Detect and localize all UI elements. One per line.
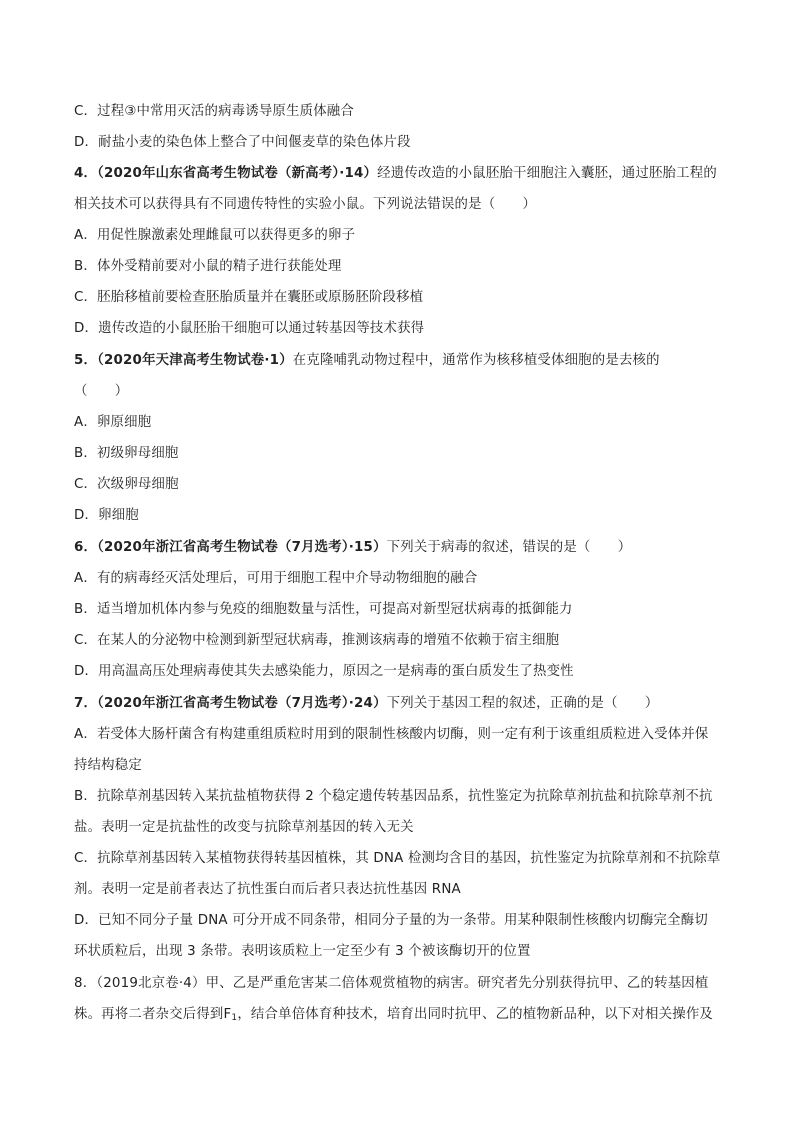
q6-option-a: A．有的病毒经灭活处理后，可用于细胞工程中介导动物细胞的融合: [74, 571, 478, 586]
q5-option-b: B．初级卵母细胞: [74, 446, 179, 461]
q8-stem-line-2-start: 株。再将二者杂交后得到F: [74, 1007, 232, 1022]
q6-stem-line-1: [74, 538, 734, 558]
q8-stem-line-1: [74, 974, 734, 994]
q5-option-c: C．次级卵母细胞: [74, 477, 179, 492]
q8-stem-line-2-end: ，结合单倍体育种技术，培育出同时抗甲、乙的植物新品种，以下对相关操作及: [237, 1007, 714, 1022]
q7-source: （2020年浙江省高考生物试卷（7月选考）·24）: [97, 696, 387, 711]
q5-option-d: D．卵细胞: [74, 508, 139, 523]
q4-stem-line-2: 相关技术可以获得具有不同遗传特性的实验小鼠。下列说法错误的是（ ）: [74, 197, 537, 212]
q7-stem-text: 下列关于基因工程的叙述，正确的是（ ）: [386, 696, 659, 711]
q7-option-b-line-2: 盐。表明一定是抗盐性的改变与抗除草剂基因的转入无关: [74, 820, 414, 835]
q6-stem-text: 下列关于病毒的叙述，错误的是（ ）: [386, 540, 632, 555]
q4-stem-line-1: [74, 164, 734, 184]
q7-option-a-line-2: 持结构稳定: [74, 758, 142, 773]
q4-option-c: C．胚胎移植前要检查胚胎质量并在囊胚或原肠胚阶段移植: [74, 290, 424, 305]
q6-option-c: C．在某人的分泌物中检测到新型冠状病毒，推测该病毒的增殖不依赖于宿主细胞: [74, 633, 560, 648]
q8-number: 8．: [74, 976, 97, 991]
q5-stem-text: 在克隆哺乳动物过程中，通常作为核移植受体细胞的是去核的: [292, 353, 660, 368]
q8-stem-line-2: [74, 1005, 734, 1028]
q8-f1-subscript: 1: [231, 1013, 238, 1023]
q5-stem-line-2: （ ）: [74, 384, 129, 399]
q6-source: （2020年浙江省高考生物试卷（7月选考）·15）: [97, 540, 387, 555]
q7-option-b-line-1: B．抗除草剂基因转入某抗盐植物获得 2 个稳定遗传转基因品系，抗性鉴定为抗除草剂抗盐和抗除草剂不抗: [74, 789, 713, 804]
q5-source: （2020年天津高考生物试卷·1）: [97, 353, 293, 368]
q7-option-a-line-1: A．若受体大肠杆菌含有构建重组质粒时用到的限制性核酸内切酶，则一定有利于该重组质粒进入受体并保: [74, 727, 709, 742]
q7-option-d-line-1: D．已知不同分子量 DNA 可分开成不同条带，相同分子量的为一条带。用某种限制性核酸内切酶完全酶切: [74, 913, 708, 928]
q6-number: 6．: [74, 540, 98, 555]
q4-option-b: B．体外受精前要对小鼠的精子进行获能处理: [74, 259, 342, 274]
q5-number: 5．: [74, 353, 98, 368]
q5-option-a: A．卵原细胞: [74, 415, 152, 430]
q7-stem-line-1: [74, 694, 734, 714]
q4-source: （2020年山东省高考生物试卷（新高考）·14）: [97, 166, 378, 181]
q4-stem-text: 经遗传改造的小鼠胚胎干细胞注入囊胚，通过胚胎工程的: [377, 166, 717, 181]
q7-number: 7．: [74, 696, 98, 711]
q3-option-d: D．耐盐小麦的染色体上整合了中间偃麦草的染色体片段: [74, 135, 411, 150]
q7-option-d-line-2: 环状质粒后，出现 3 条带。表明该质粒上一定至少有 3 个被该酶切开的位置: [74, 944, 531, 959]
q7-option-c-line-1: C．抗除草剂基因转入某植物获得转基因植株，其 DNA 检测均含目的基因，抗性鉴定为抗除草剂和不抗除草: [74, 851, 721, 866]
q5-stem-line-1: [74, 351, 734, 371]
q8-stem-text: 甲、乙是严重危害某二倍体观赏植物的病害。研究者先分别获得抗甲、乙的转基因植: [205, 976, 709, 991]
q6-option-b: B．适当增加机体内参与免疫的细胞数量与活性，可提高对新型冠状病毒的抵御能力: [74, 602, 573, 617]
q8-source: （2019北京卷·4）: [96, 976, 206, 991]
q7-option-c-line-2: 剂。表明一定是前者表达了抗性蛋白而后者只表达抗性基因 RNA: [74, 882, 461, 897]
q4-option-a: A．用促性腺激素处理雌鼠可以获得更多的卵子: [74, 228, 356, 243]
q4-option-d: D．遗传改造的小鼠胚胎干细胞可以通过转基因等技术获得: [74, 321, 425, 336]
q6-option-d: D．用高温高压处理病毒使其失去感染能力，原因之一是病毒的蛋白质发生了热变性: [74, 664, 574, 679]
q3-option-c: C．过程③中常用灭活的病毒诱导原生质体融合: [74, 104, 354, 119]
q4-number: 4．: [74, 166, 98, 181]
